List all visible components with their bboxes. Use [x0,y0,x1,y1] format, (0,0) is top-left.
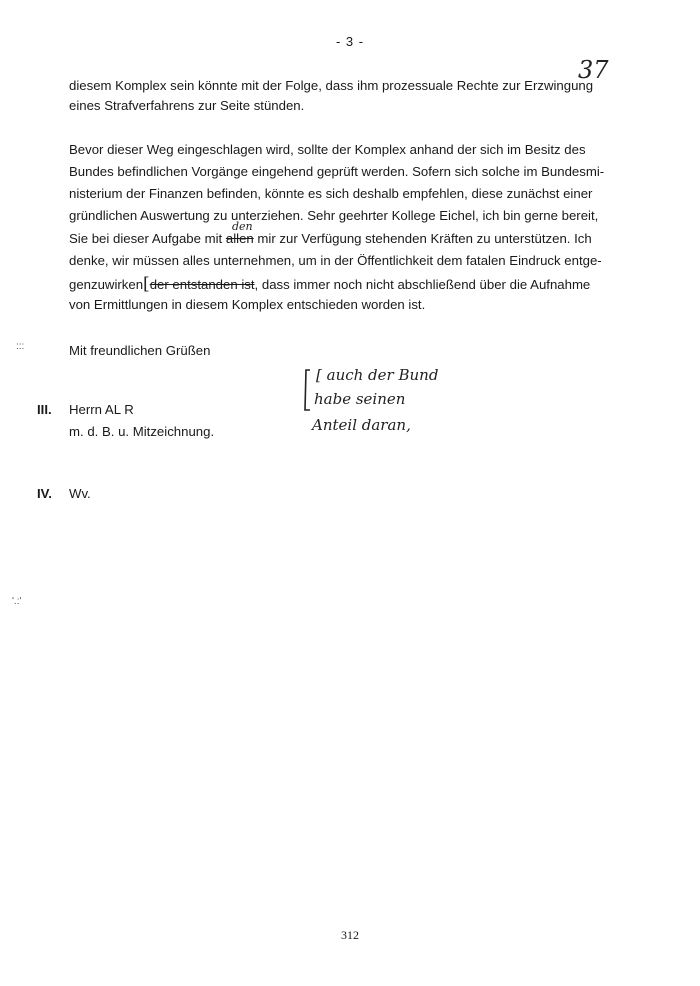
body-line-3: Bevor dieser Weg eingeschlagen wird, sollte der Komplex anhand der sich im Besitz des [69,142,586,157]
handwritten-insertion-den: den [232,220,253,233]
handwritten-folio-number: 37 [578,56,609,84]
line-7-after: mir zur Verfügung stehenden Kräften zu unterstützen. Ich [253,231,592,246]
section-numeral-iv: IV. [37,486,52,501]
body-line-9 [69,275,590,293]
body-line-2: eines Strafverfahrens zur Seite stünden. [69,98,305,113]
body-line-5: nisterium der Finanzen befinden, könnte es sich deshalb empfehlen, diese zunächst einer [69,186,593,201]
body-line-6: gründlichen Auswertung zu unterziehen. Sehr geehrter Kollege Eichel, ich bin gerne bereit, [69,208,599,223]
handwritten-note-line-1: [ auch der Bund [316,366,439,384]
body-line-1: diesem Komplex sein könnte mit der Folge, dass ihm prozessuale Rechte zur Erzwingung [69,78,594,93]
line-9-before: genzuwirken [69,277,144,292]
section-iii-line-1: Herrn AL R [69,402,134,417]
struck-phrase: der entstanden ist [149,277,255,292]
line-7-before: Sie bei dieser Aufgabe mit [69,231,226,246]
scan-speck: '.:' [12,596,22,607]
section-iii-line-2: m. d. B. u. Mitzeichnung. [69,424,215,439]
page-number: - 3 - [335,34,365,49]
handwritten-note-drawing [300,358,480,442]
footer-page-number: 312 [341,928,359,942]
section-numeral-iii: III. [37,402,52,417]
handwritten-note-line-3: Anteil daran, [312,416,411,434]
body-line-8: denke, wir müssen alles unternehmen, um in der Öffentlichkeit dem fatalen Eindruck entge- [69,253,602,268]
body-line-4: Bundes befindlichen Vorgänge eingehend geprüft werden. Sofern sich solche im Bundesmi- [69,164,605,179]
line-9-after: , dass immer noch nicht abschließend über die Aufnahme [254,277,591,292]
scan-speck: ::: [16,341,25,352]
handwritten-note-line-2: habe seinen [314,390,406,408]
body-line-10: von Ermittlungen in diesem Komplex entschieden worden ist. [69,297,426,312]
closing-salutation: Mit freundlichen Grüßen [69,343,211,358]
section-iv-text: Wv. [69,486,91,501]
handwritten-note [300,358,480,442]
handwritten-bracket-marker: [ [143,274,150,294]
struck-word-allen: allen [225,231,254,246]
body-line-7 [69,231,592,247]
